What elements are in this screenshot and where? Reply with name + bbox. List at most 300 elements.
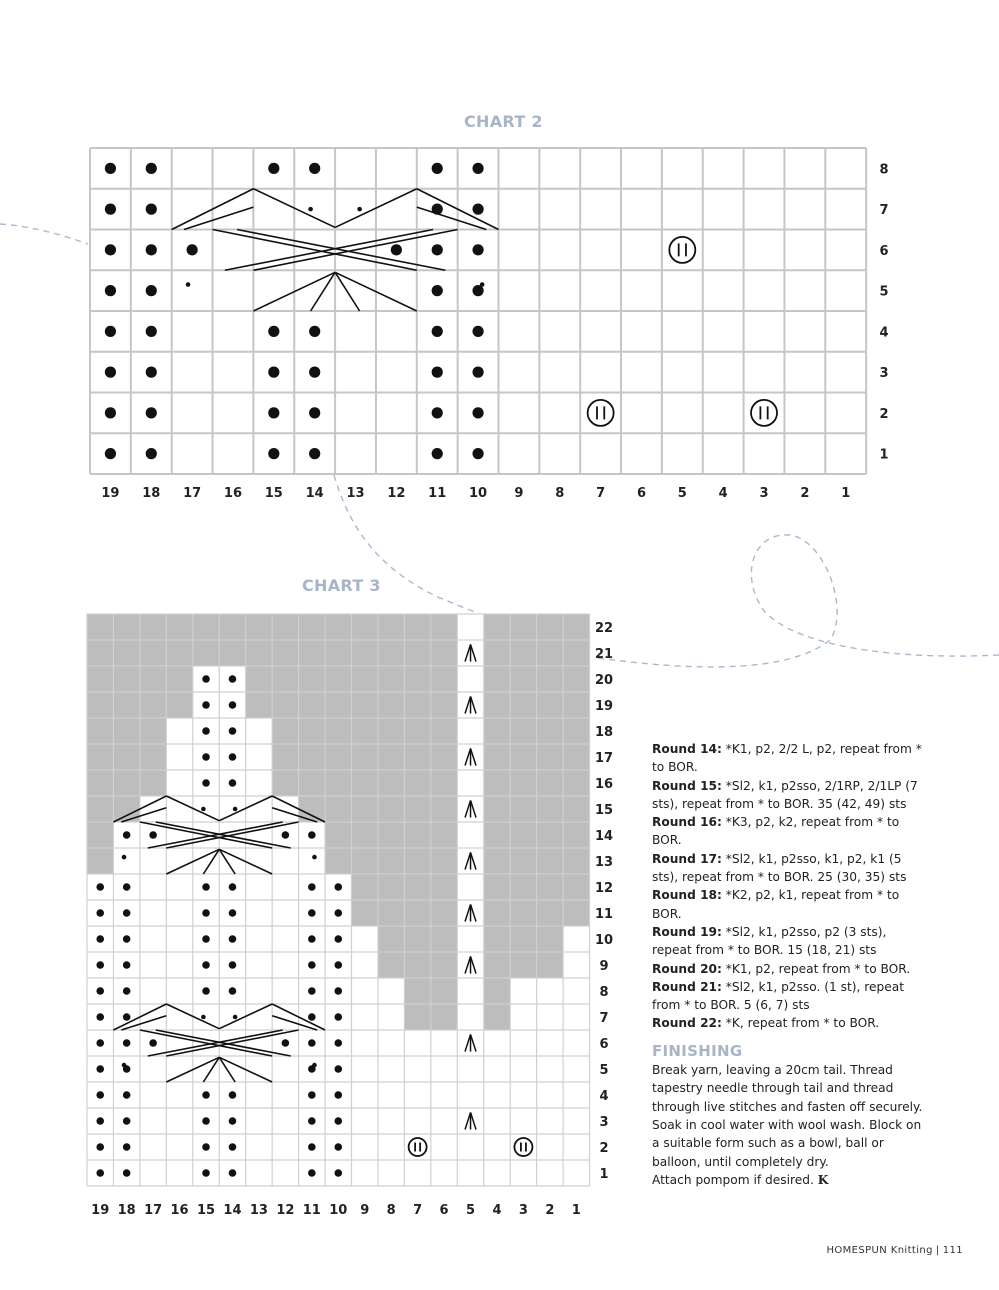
stitch-cell bbox=[140, 900, 166, 926]
purl-dot-icon bbox=[96, 1091, 104, 1099]
purl-dot-icon bbox=[202, 701, 210, 709]
stitch-cell bbox=[404, 1108, 430, 1134]
stitch-cell bbox=[246, 1082, 272, 1108]
stitch-cell bbox=[537, 1082, 563, 1108]
row-label: 14 bbox=[594, 829, 614, 844]
chart3-title: CHART 3 bbox=[302, 576, 381, 595]
column-label: 6 bbox=[636, 486, 646, 501]
row-label: 6 bbox=[599, 1037, 609, 1052]
column-label: 12 bbox=[387, 486, 406, 501]
stitch-cell bbox=[272, 926, 298, 952]
purl-dot-icon bbox=[123, 987, 131, 995]
purl-dot-icon bbox=[202, 1117, 210, 1125]
row-label: 2 bbox=[599, 1141, 609, 1156]
purl-dot-icon bbox=[123, 909, 131, 917]
stitch-cell bbox=[246, 1134, 272, 1160]
column-label: 18 bbox=[117, 1203, 136, 1218]
stitch-cell bbox=[166, 770, 192, 796]
column-label: 8 bbox=[386, 1203, 396, 1218]
purl-dot-icon bbox=[229, 779, 237, 787]
stitch-cell bbox=[484, 1160, 510, 1186]
circle-outline bbox=[514, 1138, 532, 1156]
column-label: 9 bbox=[514, 486, 524, 501]
column-label: 16 bbox=[170, 1203, 189, 1218]
stitch-cell bbox=[166, 1056, 192, 1082]
stitch-cell bbox=[113, 848, 139, 874]
column-label: 4 bbox=[718, 486, 728, 501]
stitch-cell bbox=[246, 1056, 272, 1082]
column-label: 15 bbox=[264, 486, 283, 501]
column-label: 7 bbox=[413, 1203, 423, 1218]
stitch-cell bbox=[272, 952, 298, 978]
stitch-cell bbox=[166, 1108, 192, 1134]
column-label: 12 bbox=[276, 1203, 295, 1218]
stitch-cell bbox=[140, 1134, 166, 1160]
stitch-cell bbox=[484, 1030, 510, 1056]
stitch-cell bbox=[510, 1160, 536, 1186]
stitch-cell bbox=[140, 1056, 166, 1082]
round-instruction: Round 15: *Sl2, k1, p2sso, 2/1RP, 2/1LP (7 sts), repeat from * to BOR. 35 (42, 49) sts bbox=[652, 778, 918, 811]
purl-dot-icon bbox=[229, 935, 237, 943]
stitch-cell bbox=[510, 1108, 536, 1134]
stitch-cell bbox=[510, 978, 536, 1004]
column-label: 1 bbox=[841, 486, 851, 501]
knit-twice-circle-icon bbox=[409, 1138, 427, 1156]
stitch-cell bbox=[457, 874, 483, 900]
purl-dot-icon bbox=[123, 1039, 131, 1047]
stitch-cell bbox=[431, 1134, 457, 1160]
stitch-cell bbox=[272, 1108, 298, 1134]
column-label: 14 bbox=[305, 486, 324, 501]
stitch-cell bbox=[140, 874, 166, 900]
purl-dot-icon bbox=[229, 701, 237, 709]
pattern-instructions bbox=[652, 740, 924, 1189]
stitch-cell bbox=[431, 1030, 457, 1056]
purl-dot-icon bbox=[334, 1065, 342, 1073]
stitch-cell bbox=[457, 1082, 483, 1108]
stitch-cell bbox=[352, 1082, 378, 1108]
column-label: 19 bbox=[101, 486, 120, 501]
stitch-cell bbox=[537, 1160, 563, 1186]
stitch-cell bbox=[457, 1160, 483, 1186]
purl-dot-icon bbox=[96, 909, 104, 917]
stitch-cell bbox=[457, 666, 483, 692]
purl-dot-icon bbox=[308, 987, 316, 995]
column-label: 2 bbox=[800, 486, 810, 501]
purl-dot-icon bbox=[282, 831, 290, 839]
stitch-cell bbox=[246, 926, 272, 952]
purl-dot-icon bbox=[96, 1039, 104, 1047]
row-label: 3 bbox=[599, 1115, 609, 1130]
round-instruction: Round 22: *K, repeat from * to BOR. bbox=[652, 1016, 880, 1031]
row-label: 21 bbox=[594, 647, 614, 662]
finishing-paragraph: Soak in cool water with wool wash. Block on a suitable form such as a bowl, ball or balloon, until completely dry. bbox=[652, 1117, 922, 1169]
purl-dot-icon bbox=[334, 1143, 342, 1151]
purl-dot-icon bbox=[202, 909, 210, 917]
knit-twice-circle-icon bbox=[514, 1138, 532, 1156]
stitch-cell bbox=[166, 1134, 192, 1160]
stitch-cell bbox=[299, 848, 325, 874]
column-label: 16 bbox=[223, 486, 243, 501]
stitch-cell bbox=[378, 1004, 404, 1030]
purl-dot-icon bbox=[308, 909, 316, 917]
stitch-cell bbox=[563, 1108, 589, 1134]
chart2-title: CHART 2 bbox=[464, 112, 543, 131]
purl-dot-icon bbox=[229, 753, 237, 761]
stitch-cell bbox=[378, 978, 404, 1004]
column-label: 9 bbox=[360, 1203, 370, 1218]
purl-dot-icon bbox=[308, 935, 316, 943]
purl-dot-icon bbox=[96, 935, 104, 943]
stitch-cell bbox=[246, 978, 272, 1004]
stitch-cell bbox=[431, 1160, 457, 1186]
column-label: 3 bbox=[518, 1203, 528, 1218]
column-label: 2 bbox=[545, 1203, 555, 1218]
purl-dot-icon bbox=[123, 1169, 131, 1177]
purl-dot-icon bbox=[229, 1117, 237, 1125]
purl-dot-icon bbox=[96, 1143, 104, 1151]
purl-dot-icon bbox=[229, 883, 237, 891]
stitch-cell bbox=[166, 1082, 192, 1108]
stitch-cell bbox=[510, 1030, 536, 1056]
round-instruction: Round 20: *K1, p2, repeat from * to BOR. bbox=[652, 961, 911, 976]
purl-dot-icon bbox=[308, 1143, 316, 1151]
purl-dot-icon bbox=[334, 935, 342, 943]
stitch-cell bbox=[352, 1134, 378, 1160]
column-label: 10 bbox=[329, 1203, 348, 1218]
purl-dot-icon bbox=[202, 1143, 210, 1151]
column-label: 15 bbox=[196, 1203, 216, 1218]
row-label: 16 bbox=[594, 777, 614, 792]
stitch-cell bbox=[246, 1004, 272, 1030]
row-label: 4 bbox=[879, 325, 889, 341]
purl-dot-icon bbox=[308, 1117, 316, 1125]
stitch-cell bbox=[457, 1134, 483, 1160]
row-label: 13 bbox=[594, 855, 614, 870]
column-label: 11 bbox=[428, 486, 447, 501]
purl-dot-icon bbox=[334, 1117, 342, 1125]
stitch-cell bbox=[457, 1004, 483, 1030]
stitch-cell bbox=[563, 1030, 589, 1056]
stitch-cell bbox=[272, 1134, 298, 1160]
stitch-cell bbox=[352, 952, 378, 978]
stitch-cell bbox=[378, 1082, 404, 1108]
purl-dot-icon bbox=[202, 1169, 210, 1177]
purl-dot-icon bbox=[96, 961, 104, 969]
purl-dot-icon bbox=[308, 883, 316, 891]
purl-dot-icon bbox=[334, 1091, 342, 1099]
row-label: 9 bbox=[599, 959, 609, 974]
stitch-cell bbox=[537, 1004, 563, 1030]
purl-dot-icon bbox=[96, 883, 104, 891]
round-instruction: Round 21: *Sl2, k1, p2sso. (1 st), repeat from * to BOR. 5 (6, 7) sts bbox=[652, 979, 904, 1013]
stitch-cell bbox=[246, 900, 272, 926]
stitch-cell bbox=[140, 1108, 166, 1134]
stitch-cell bbox=[378, 1134, 404, 1160]
stitch-cell bbox=[166, 900, 192, 926]
publication-name: HOMESPUN Knitting bbox=[826, 1245, 933, 1256]
round-instruction: Round 17: *Sl2, k1, p2sso, k1, p2, k1 (5 sts), repeat from * to BOR. 25 (30, 35) sts bbox=[652, 851, 907, 885]
purl-dot-icon bbox=[308, 1039, 316, 1047]
rounds-list bbox=[652, 740, 924, 1033]
column-label: 17 bbox=[144, 1203, 163, 1218]
purl-dot-icon bbox=[202, 883, 210, 891]
column-label: 14 bbox=[223, 1203, 242, 1218]
page-footer bbox=[826, 1245, 963, 1256]
stitch-cell bbox=[563, 1134, 589, 1160]
purl-dot-icon bbox=[149, 831, 157, 839]
purl-dot-icon bbox=[282, 1039, 290, 1047]
stitch-cell bbox=[246, 770, 272, 796]
purl-dot-icon bbox=[202, 961, 210, 969]
purl-dot-icon bbox=[229, 1143, 237, 1151]
stitch-cell bbox=[246, 1108, 272, 1134]
purl-dot-icon bbox=[123, 961, 131, 969]
stitch-cell bbox=[378, 1056, 404, 1082]
end-mark: K bbox=[817, 1172, 829, 1187]
purl-dot-icon bbox=[229, 727, 237, 735]
stitch-cell bbox=[510, 1004, 536, 1030]
column-label: 18 bbox=[142, 486, 161, 501]
stitch-cell bbox=[510, 1082, 536, 1108]
purl-dot-icon bbox=[122, 1063, 127, 1068]
stitch-cell bbox=[246, 744, 272, 770]
stitch-cell bbox=[404, 1160, 430, 1186]
purl-dot-icon bbox=[308, 1091, 316, 1099]
column-label: 19 bbox=[91, 1203, 110, 1218]
column-label: 17 bbox=[183, 486, 202, 501]
stitch-cell bbox=[166, 1004, 192, 1030]
stitch-cell bbox=[352, 1030, 378, 1056]
stitch-cell bbox=[404, 1082, 430, 1108]
circle-outline bbox=[409, 1138, 427, 1156]
stitch-cell bbox=[140, 1160, 166, 1186]
purl-dot-icon bbox=[334, 1013, 342, 1021]
column-label: 3 bbox=[759, 486, 769, 501]
purl-dot-icon bbox=[96, 1169, 104, 1177]
column-label: 5 bbox=[466, 1203, 476, 1218]
purl-dot-icon bbox=[334, 961, 342, 969]
purl-dot-icon bbox=[334, 1169, 342, 1177]
row-label: 1 bbox=[879, 447, 889, 463]
purl-dot-icon bbox=[202, 675, 210, 683]
stitch-cell bbox=[272, 1056, 298, 1082]
purl-dot-icon bbox=[123, 935, 131, 943]
stitch-cell bbox=[246, 952, 272, 978]
stitch-cell bbox=[537, 1030, 563, 1056]
stitch-cell bbox=[166, 978, 192, 1004]
row-label: 18 bbox=[594, 725, 614, 740]
purl-dot-icon bbox=[202, 753, 210, 761]
stitch-cell bbox=[457, 978, 483, 1004]
row-label: 6 bbox=[879, 243, 889, 259]
stitch-cell bbox=[166, 1160, 192, 1186]
column-label: 8 bbox=[555, 486, 565, 501]
stitch-cell bbox=[352, 1004, 378, 1030]
stitch-cell bbox=[404, 1030, 430, 1056]
purl-dot-icon bbox=[312, 1063, 317, 1068]
stitch-cell bbox=[378, 1108, 404, 1134]
purl-dot-icon bbox=[229, 1091, 237, 1099]
round-instruction: Round 19: *Sl2, k1, p2sso, p2 (3 sts), repeat from * to BOR. 15 (18, 21) sts bbox=[652, 924, 887, 958]
purl-dot-icon bbox=[233, 807, 238, 812]
purl-dot-icon bbox=[308, 1013, 316, 1021]
row-label: 5 bbox=[879, 284, 889, 300]
stitch-cell bbox=[272, 900, 298, 926]
purl-dot-icon bbox=[123, 1143, 131, 1151]
stitch-cell bbox=[510, 1056, 536, 1082]
purl-dot-icon bbox=[229, 909, 237, 917]
row-label: 11 bbox=[594, 907, 614, 922]
stitch-cell bbox=[140, 848, 166, 874]
stitch-cell bbox=[378, 1160, 404, 1186]
purl-dot-icon bbox=[229, 675, 237, 683]
row-label: 3 bbox=[879, 366, 889, 382]
stitch-cell bbox=[140, 926, 166, 952]
stitch-cell bbox=[457, 822, 483, 848]
row-label: 7 bbox=[879, 203, 889, 219]
row-label: 1 bbox=[599, 1167, 609, 1182]
row-label: 8 bbox=[599, 985, 609, 1000]
column-label: 10 bbox=[469, 486, 488, 501]
stitch-cell bbox=[352, 926, 378, 952]
stitch-cell bbox=[484, 1108, 510, 1134]
row-label: 19 bbox=[594, 699, 614, 714]
purl-dot-icon bbox=[202, 987, 210, 995]
finishing-heading: FINISHING bbox=[652, 1041, 743, 1060]
column-label: 11 bbox=[302, 1203, 321, 1218]
stitch-cell bbox=[246, 848, 272, 874]
round-instruction: Round 14: *K1, p2, 2/2 L, p2, repeat from * to BOR. bbox=[652, 742, 922, 775]
stitch-cell bbox=[352, 1160, 378, 1186]
stitch-cell bbox=[246, 1160, 272, 1186]
purl-dot-icon bbox=[96, 1117, 104, 1125]
stitch-cell bbox=[563, 1160, 589, 1186]
round-instruction: Round 16: *K3, p2, k2, repeat from * to BOR. bbox=[652, 815, 900, 848]
stitch-cell bbox=[457, 926, 483, 952]
purl-dot-icon bbox=[201, 1015, 206, 1020]
column-label: 5 bbox=[677, 486, 687, 501]
purl-dot-icon bbox=[96, 987, 104, 995]
purl-dot-icon bbox=[334, 987, 342, 995]
column-label: 1 bbox=[571, 1203, 581, 1218]
stitch-cell bbox=[166, 744, 192, 770]
row-label: 4 bbox=[599, 1089, 609, 1104]
stitch-cell bbox=[484, 1056, 510, 1082]
page-number: 111 bbox=[942, 1245, 963, 1256]
stitch-cell bbox=[166, 926, 192, 952]
purl-dot-icon bbox=[229, 961, 237, 969]
stitch-cell bbox=[166, 874, 192, 900]
purl-dot-icon bbox=[123, 1091, 131, 1099]
purl-dot-icon bbox=[202, 727, 210, 735]
column-label: 13 bbox=[249, 1203, 268, 1218]
row-label: 8 bbox=[879, 162, 889, 178]
purl-dot-icon bbox=[334, 1039, 342, 1047]
purl-dot-icon bbox=[308, 831, 316, 839]
stitch-cell bbox=[457, 1056, 483, 1082]
stitch-cell bbox=[537, 1134, 563, 1160]
stitch-cell bbox=[272, 1082, 298, 1108]
row-label: 15 bbox=[594, 803, 614, 818]
stitch-cell bbox=[484, 1134, 510, 1160]
stitch-cell bbox=[166, 952, 192, 978]
stitch-cell bbox=[563, 926, 589, 952]
stitch-cell bbox=[404, 1056, 430, 1082]
stitch-cell bbox=[457, 614, 483, 640]
stitch-cell bbox=[166, 848, 192, 874]
round-instruction: Round 18: *K2, p2, k1, repeat from * to BOR. bbox=[652, 888, 900, 921]
stitch-cell bbox=[272, 978, 298, 1004]
purl-dot-icon bbox=[201, 807, 206, 812]
stitch-cell bbox=[246, 718, 272, 744]
stitch-cell bbox=[166, 718, 192, 744]
purl-dot-icon bbox=[308, 1169, 316, 1177]
purl-dot-icon bbox=[123, 831, 131, 839]
row-label: 22 bbox=[594, 621, 614, 636]
purl-dot-icon bbox=[312, 855, 317, 860]
purl-dot-icon bbox=[233, 1015, 238, 1020]
purl-dot-icon bbox=[96, 1065, 104, 1073]
row-label: 10 bbox=[594, 933, 614, 948]
stitch-cell bbox=[352, 1108, 378, 1134]
row-label: 20 bbox=[594, 673, 614, 688]
footer-separator: | bbox=[935, 1245, 940, 1256]
row-label: 2 bbox=[879, 406, 889, 422]
stitch-cell bbox=[140, 978, 166, 1004]
purl-dot-icon bbox=[202, 779, 210, 787]
purl-dot-icon bbox=[202, 935, 210, 943]
purl-dot-icon bbox=[123, 883, 131, 891]
stitch-cell bbox=[140, 1082, 166, 1108]
stitch-cell bbox=[563, 1082, 589, 1108]
row-label: 12 bbox=[594, 881, 614, 896]
stitch-cell bbox=[246, 874, 272, 900]
purl-dot-icon bbox=[149, 1039, 157, 1047]
stitch-cell bbox=[457, 770, 483, 796]
row-label: 7 bbox=[599, 1011, 609, 1026]
stitch-cell bbox=[563, 1056, 589, 1082]
stitch-cell bbox=[457, 718, 483, 744]
stitch-cell bbox=[272, 848, 298, 874]
column-label: 4 bbox=[492, 1203, 502, 1218]
stitch-cell bbox=[563, 952, 589, 978]
purl-dot-icon bbox=[308, 961, 316, 969]
purl-dot-icon bbox=[202, 1091, 210, 1099]
stitch-cell bbox=[563, 978, 589, 1004]
column-label: 7 bbox=[596, 486, 606, 501]
column-label: 13 bbox=[346, 486, 365, 501]
stitch-cell bbox=[352, 978, 378, 1004]
row-label: 5 bbox=[599, 1063, 609, 1078]
purl-dot-icon bbox=[334, 909, 342, 917]
stitch-cell bbox=[140, 952, 166, 978]
purl-dot-icon bbox=[229, 987, 237, 995]
stitch-cell bbox=[431, 1082, 457, 1108]
stitch-cell bbox=[537, 1056, 563, 1082]
stitch-cell bbox=[352, 1056, 378, 1082]
stitch-cell bbox=[166, 796, 192, 822]
purl-dot-icon bbox=[123, 1013, 131, 1021]
purl-dot-icon bbox=[229, 1169, 237, 1177]
stitch-cell bbox=[537, 1108, 563, 1134]
stitch-cell bbox=[378, 1030, 404, 1056]
stitch-cell bbox=[272, 874, 298, 900]
stitch-cell bbox=[431, 1056, 457, 1082]
finishing-paragraph: Attach pompom if desired. K bbox=[652, 1172, 829, 1187]
stitch-cell bbox=[246, 796, 272, 822]
finishing-text bbox=[652, 1061, 924, 1189]
